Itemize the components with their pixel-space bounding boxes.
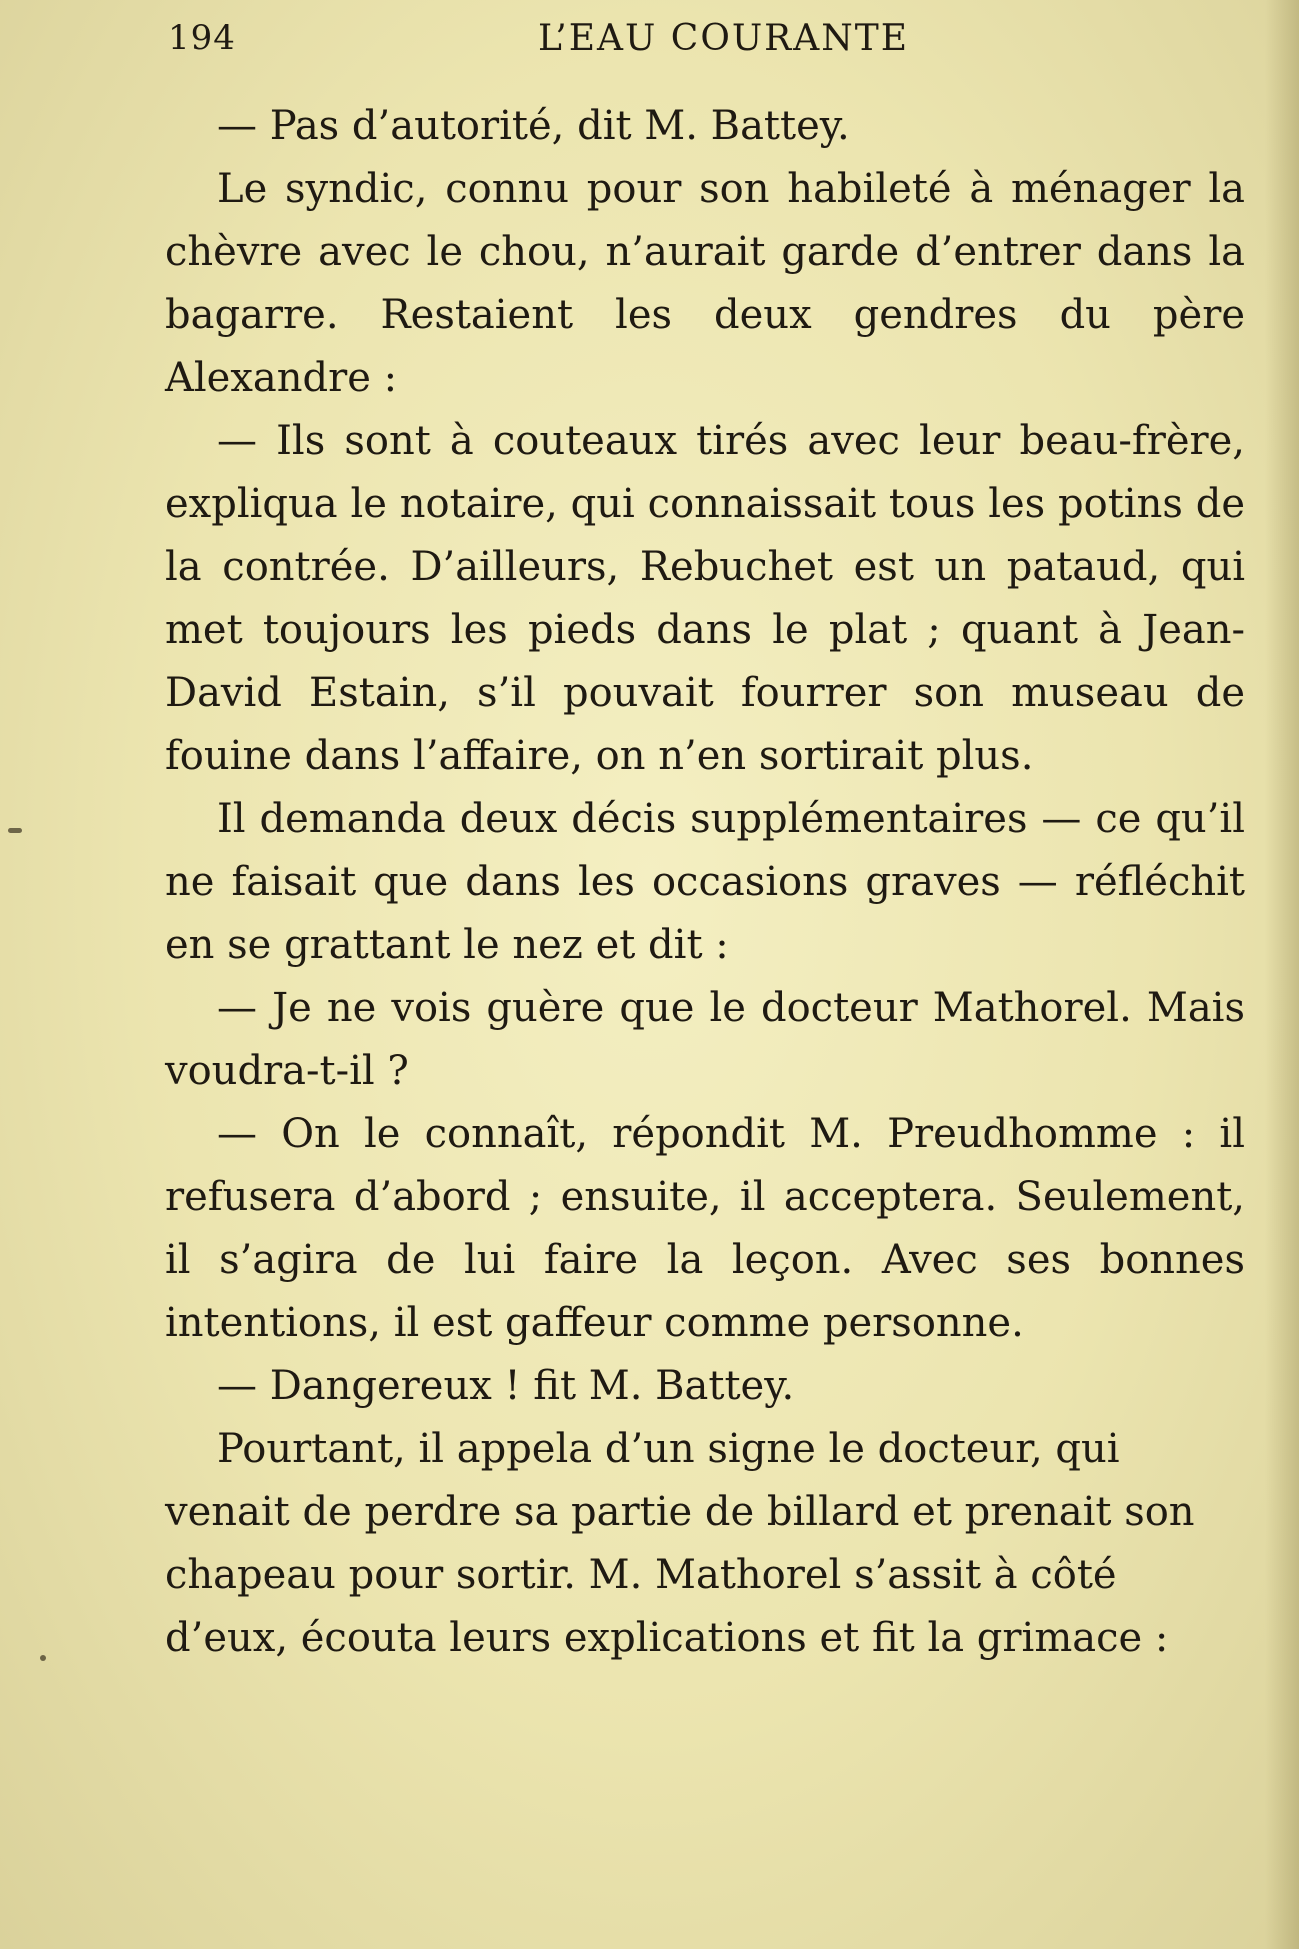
- paragraph: — Je ne vois guère que le docteur Mathorel. Mais voudra-t-il ?: [165, 985, 1245, 1094]
- page-header: [168, 18, 1248, 68]
- page-number: 194: [168, 18, 236, 58]
- running-title: L’EAU COURANTE: [538, 18, 910, 59]
- paragraph: Le syndic, connu pour son habileté à ménager la chèvre avec le chou, n’aurait garde d’entrer dans la bagarre. Restaient les deux gendres du père Alexandre :: [165, 166, 1245, 401]
- paragraph: — On le connaît, répondit M. Preudhomme : il refusera d’abord ; ensuite, il acceptera. Seulement, il s’agira de lui faire la leçon. Avec ses bonnes intentions, il est gaffeur comme personne.: [165, 1111, 1245, 1346]
- paragraph: — Ils sont à couteaux tirés avec leur beau-frère, expliqua le notaire, qui connaissait tous les potins de la contrée. D’ailleurs, Rebuchet est un pataud, qui met toujours les pieds dans le plat ; quant à Jean-David Estain, s’il pouvait fourrer son museau de fouine dans l’affaire, on n’en sortirait plus.: [165, 418, 1245, 779]
- paragraph: Pourtant, il appela d’un signe le docteur, qui venait de perdre sa partie de billard et prenait son chapeau pour sortir. M. Mathorel s’assit à côté d’eux, écouta leurs explications et fit la grimace :: [165, 1426, 1195, 1661]
- paragraph: Il demanda deux décis supplémentaires — ce qu’il ne faisait que dans les occasions graves — réfléchit en se grattant le nez et dit :: [165, 796, 1245, 968]
- body-text: [165, 95, 1245, 1670]
- ink-spot: [8, 828, 22, 833]
- paragraph: — Pas d’autorité, dit M. Battey.: [217, 103, 850, 149]
- ink-spot: [40, 1655, 46, 1661]
- paragraph: — Dangereux ! fit M. Battey.: [217, 1363, 795, 1409]
